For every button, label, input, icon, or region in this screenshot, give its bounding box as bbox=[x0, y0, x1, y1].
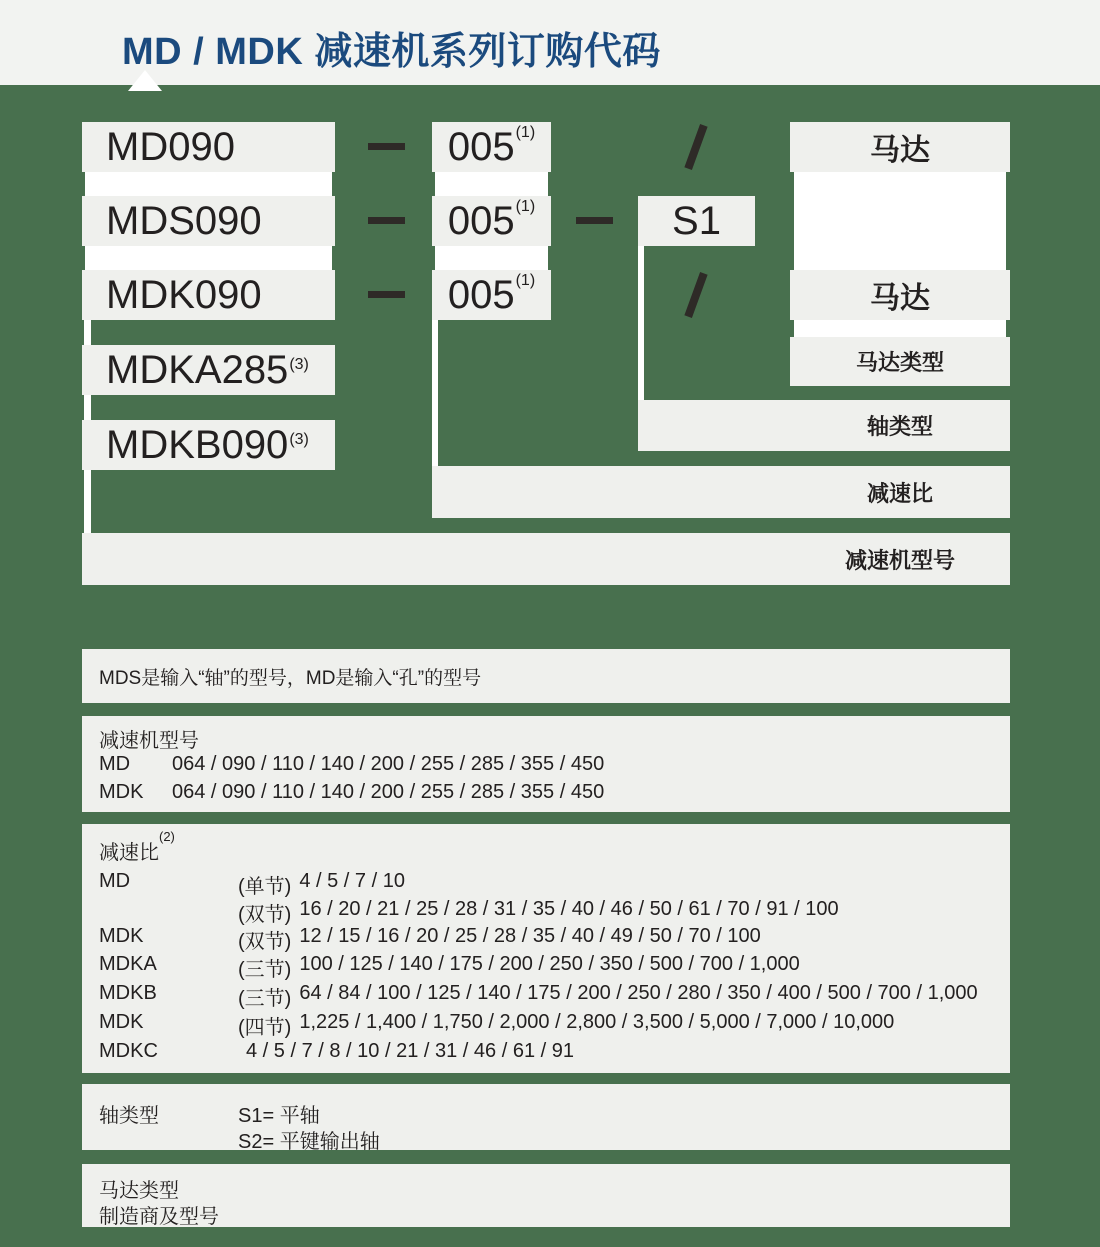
model-row bbox=[99, 781, 604, 804]
model-code-box-mdkb090 bbox=[82, 420, 335, 470]
row-values: 4 / 5 / 7 / 8 / 10 / 21 / 31 / 46 / 61 / 91 bbox=[246, 1040, 574, 1062]
panel-note bbox=[82, 649, 1010, 703]
panel-shaft bbox=[82, 1084, 1010, 1153]
row-values: 064 / 090 / 110 / 140 / 200 / 255 / 285 / 355 / 450 bbox=[172, 753, 605, 775]
shaft-code: S1 bbox=[672, 199, 721, 243]
model-code: MDK090 bbox=[106, 273, 262, 317]
row-label: MDKC bbox=[99, 1040, 158, 1062]
model-code: MDS090 bbox=[106, 199, 262, 243]
note-text: MDS是输入“轴”的型号，MD是输入“孔”的型号 bbox=[99, 667, 482, 689]
dash-separator bbox=[368, 143, 405, 150]
row-stage: (四节) bbox=[238, 1017, 292, 1039]
model-row bbox=[99, 753, 604, 776]
panel-title-text: 减速比 bbox=[99, 842, 159, 864]
footnote-sup: (2) bbox=[159, 829, 175, 844]
ratio-row bbox=[99, 925, 761, 954]
row-label: MDK bbox=[99, 925, 144, 947]
connector bbox=[435, 172, 548, 196]
model-code: MD090 bbox=[106, 125, 235, 169]
row-label: MD bbox=[99, 753, 131, 775]
slash-separator bbox=[684, 124, 707, 170]
row-values: S1= 平轴 bbox=[238, 1105, 320, 1127]
connector bbox=[84, 470, 91, 533]
ratio-row bbox=[99, 953, 800, 982]
bar-label: 减速比 bbox=[866, 480, 933, 506]
row-values: S2= 平键输出轴 bbox=[238, 1131, 380, 1153]
row-values: 1,225 / 1,400 / 1,750 / 2,000 / 2,800 / 3,500 / 5,000 / 7,000 / 10,000 bbox=[299, 1011, 895, 1033]
row-values: 64 / 84 / 100 / 125 / 140 / 175 / 200 / 250 / 280 / 350 / 400 / 500 / 700 / 1,000 bbox=[299, 982, 978, 1004]
ratio-row bbox=[99, 1011, 894, 1040]
ratio-code: 005 bbox=[447, 273, 515, 317]
row-values: 12 / 15 / 16 / 20 / 25 / 28 / 35 / 40 / 49 / 50 / 70 / 100 bbox=[299, 925, 761, 947]
connector bbox=[794, 320, 1006, 337]
shaft-code-box bbox=[638, 196, 755, 246]
motor-box bbox=[790, 270, 1010, 320]
shaft-row bbox=[99, 1099, 320, 1128]
ratio-code-box bbox=[432, 196, 551, 246]
connector bbox=[435, 246, 548, 270]
panel-title bbox=[99, 829, 175, 865]
shaft-row bbox=[99, 1125, 380, 1154]
row-label: MDK bbox=[99, 781, 144, 803]
panel-title: 减速机型号 bbox=[99, 730, 199, 752]
row-label bbox=[99, 898, 238, 927]
connector bbox=[84, 395, 91, 420]
footnote-sup: (3) bbox=[289, 431, 309, 448]
row-stage: (双节) bbox=[238, 904, 292, 926]
row-values: 064 / 090 / 110 / 140 / 200 / 255 / 285 / 355 / 450 bbox=[172, 781, 605, 803]
connector bbox=[85, 172, 332, 196]
model-code: MDKB090 bbox=[106, 423, 289, 467]
ratio-code: 005 bbox=[447, 125, 515, 169]
pointer-triangle bbox=[128, 70, 162, 91]
row-label: MDKA bbox=[99, 953, 157, 975]
motor-label: 马达 bbox=[870, 282, 930, 315]
ratio-code-box bbox=[432, 270, 551, 320]
panel-motor bbox=[82, 1164, 1010, 1227]
motor-box bbox=[790, 122, 1010, 172]
ratio-code-box bbox=[432, 122, 551, 172]
ratio-row bbox=[99, 898, 839, 927]
ratio-row bbox=[99, 982, 978, 1011]
bar-label: 马达类型 bbox=[855, 350, 944, 375]
footnote-sup: (1) bbox=[515, 124, 536, 141]
row-values: 100 / 125 / 140 / 175 / 200 / 250 / 350 / 500 / 700 / 1,000 bbox=[299, 953, 800, 975]
connector bbox=[638, 246, 644, 400]
panel-title: 轴类型 bbox=[99, 1105, 159, 1127]
row-label bbox=[99, 1125, 238, 1154]
dash-separator bbox=[368, 291, 405, 298]
dash-separator bbox=[368, 217, 405, 224]
panel-ratios bbox=[82, 824, 1010, 1073]
row-values: 16 / 20 / 21 / 25 / 28 / 31 / 35 / 40 / 46 / 50 / 61 / 70 / 91 / 100 bbox=[299, 898, 839, 920]
panel-title: 马达类型 bbox=[99, 1180, 179, 1202]
bar-label: 轴类型 bbox=[866, 414, 933, 439]
bar-shaft-type bbox=[638, 400, 1010, 451]
model-code-box-mdka285 bbox=[82, 345, 335, 395]
connector bbox=[85, 246, 332, 270]
model-code: MDKA285 bbox=[106, 348, 289, 392]
motor-label: 马达 bbox=[870, 134, 930, 167]
model-code-box-mds090 bbox=[82, 196, 335, 246]
slash-separator bbox=[684, 272, 707, 318]
footnote-sup: (1) bbox=[515, 272, 536, 289]
connector bbox=[432, 320, 438, 466]
row-label: MDK bbox=[99, 1011, 144, 1033]
row-label: MD bbox=[99, 870, 131, 892]
row-label: MDKB bbox=[99, 982, 157, 1004]
panel-subtitle: 制造商及型号 bbox=[99, 1206, 219, 1228]
bar-motor-type bbox=[790, 337, 1010, 386]
row-values: 4 / 5 / 7 / 10 bbox=[299, 870, 405, 892]
ratio-row bbox=[99, 870, 405, 899]
row-stage: (三节) bbox=[238, 959, 292, 981]
panel-models bbox=[82, 716, 1010, 812]
connector bbox=[84, 320, 91, 345]
ratio-code: 005 bbox=[447, 199, 515, 243]
connector bbox=[794, 172, 1006, 270]
dash-separator bbox=[576, 217, 613, 224]
bar-gearbox-model bbox=[82, 533, 1010, 585]
bar-ratio bbox=[432, 466, 1010, 518]
model-code-box-md090 bbox=[82, 122, 335, 172]
row-stage: (三节) bbox=[238, 988, 292, 1010]
bar-label: 减速机型号 bbox=[844, 547, 955, 573]
row-stage: (双节) bbox=[238, 931, 292, 953]
row-stage: (单节) bbox=[238, 876, 292, 898]
page-title: MD / MDK 减速机系列订购代码 bbox=[122, 31, 661, 73]
ratio-row bbox=[99, 1040, 574, 1063]
footnote-sup: (1) bbox=[515, 198, 536, 215]
model-code-box-mdk090 bbox=[82, 270, 335, 320]
footnote-sup: (3) bbox=[289, 356, 309, 373]
